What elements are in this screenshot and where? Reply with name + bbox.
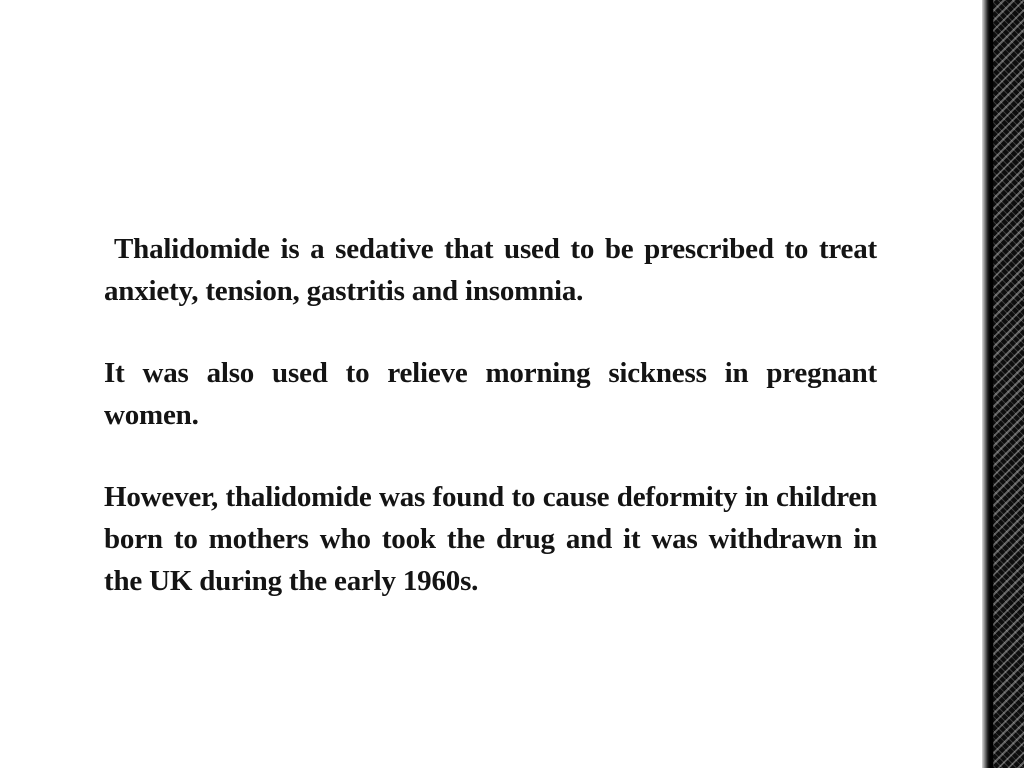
slide-body xyxy=(104,228,877,642)
decorative-edge-line xyxy=(990,0,993,768)
paragraph-1: Thalidomide is a sedative that used to be prescribed to treat anxiety, tension, gastritis and insomnia. xyxy=(104,233,877,307)
paragraph-2: It was also used to relieve morning sickness in pregnant women. xyxy=(104,357,877,431)
paragraph-3: However, thalidomide was found to cause deformity in children born to mothers who took the drug and it was withdrawn in the UK during the early 1960s. xyxy=(104,481,877,597)
